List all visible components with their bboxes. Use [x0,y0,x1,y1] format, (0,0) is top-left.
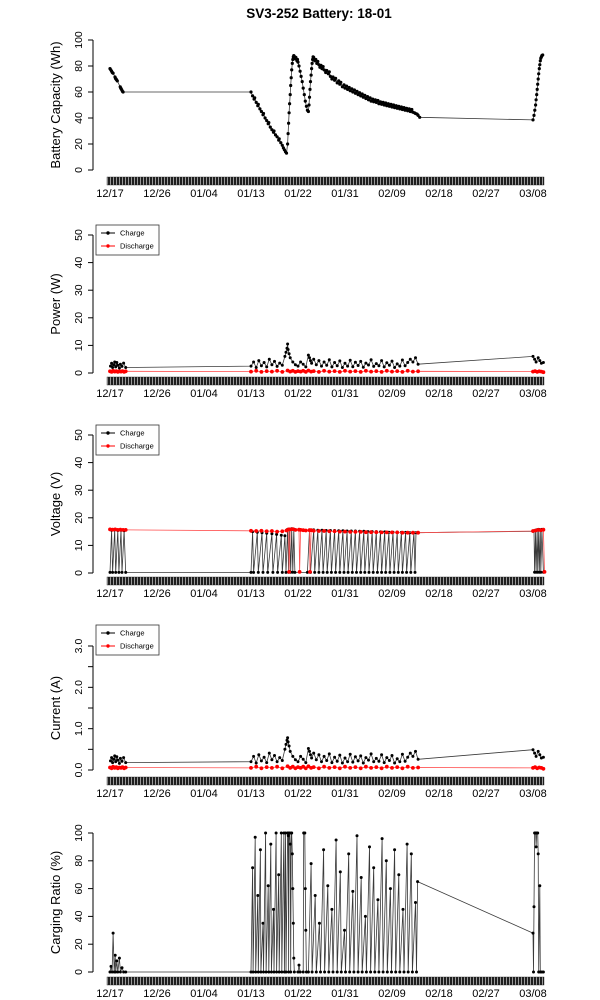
y-tick-label: 100 [72,824,85,842]
legend-label-charge: Charge [120,228,145,238]
y-tick-label: 60 [72,86,85,98]
x-tick-label: 12/26 [143,788,171,800]
x-tick-label: 01/13 [237,588,265,600]
x-axis-tick-band [107,777,544,785]
series-charge [109,736,545,765]
x-tick-label: 01/22 [284,188,312,200]
y-axis [73,639,93,778]
y-tick-label: 20 [72,938,85,951]
x-tick-labels [96,988,547,1000]
chart-title: SV3-252 Battery: 18-01 [246,6,392,21]
legend-label-charge: Charge [120,428,145,438]
x-tick-label: 03/08 [519,788,547,800]
y-tick-label: 40 [72,112,85,124]
series-discharge [108,764,545,770]
legend-label-charge: Charge [120,628,145,638]
panel-current [0,600,600,800]
x-tick-label: 12/17 [96,788,124,800]
x-tick-label: 03/08 [519,988,547,1000]
x-tick-label: 01/22 [284,788,312,800]
x-tick-label: 01/13 [237,388,265,400]
x-tick-label: 02/18 [425,788,453,800]
x-tick-label: 02/27 [472,588,500,600]
y-tick-label: 0.0 [72,762,85,778]
x-tick-label: 02/27 [472,188,500,200]
x-tick-label: 02/27 [472,988,500,1000]
y-tick-label: 0 [72,570,85,576]
y-axis [73,429,93,576]
legend [96,425,159,455]
chart-voltage-svg [0,400,600,600]
x-tick-label: 12/17 [96,588,124,600]
x-tick-labels [96,588,547,600]
y-tick-label: 30 [72,284,85,297]
x-tick-label: 01/31 [331,988,359,1000]
y-axis-title: Carging Ratio (%) [48,850,63,955]
x-tick-label: 02/09 [378,388,406,400]
x-tick-label: 02/09 [378,188,406,200]
x-axis-tick-band [107,977,544,985]
chart-current-svg [0,600,600,800]
x-tick-label: 01/22 [284,588,312,600]
y-tick-label: 3.0 [72,638,85,654]
x-tick-label: 01/04 [190,588,218,600]
x-tick-label: 01/31 [331,388,359,400]
x-tick-label: 12/26 [143,388,171,400]
x-tick-label: 02/18 [425,388,453,400]
y-tick-label: 40 [72,456,85,469]
x-tick-labels [96,788,547,800]
legend [96,225,159,255]
y-tick-label: 30 [72,484,85,497]
y-axis-title: Voltage (V) [48,471,63,537]
chart-battery-capacity-svg [0,0,600,200]
y-tick-label: 0 [72,167,85,173]
x-tick-label: 01/04 [190,188,218,200]
series-charge [109,527,545,574]
y-tick-label: 80 [72,854,85,867]
legend-label-discharge: Discharge [120,241,154,251]
x-tick-label: 02/09 [378,788,406,800]
x-tick-label: 12/17 [96,388,124,400]
series-carging-ratio [109,832,545,974]
x-tick-label: 03/08 [519,588,547,600]
x-tick-label: 02/09 [378,588,406,600]
x-tick-label: 01/13 [237,988,265,1000]
x-axis-tick-band [107,177,544,185]
series-battery-capacity [108,53,544,154]
x-tick-label: 01/04 [190,988,218,1000]
x-tick-label: 01/04 [190,388,218,400]
x-tick-label: 12/17 [96,188,124,200]
legend-label-discharge: Discharge [120,641,154,651]
x-tick-label: 03/08 [519,188,547,200]
x-tick-label: 12/26 [143,988,171,1000]
y-tick-label: 1.0 [72,721,85,736]
y-tick-label: 0 [72,370,85,376]
x-tick-label: 12/17 [96,988,124,1000]
y-axis [73,824,93,975]
x-tick-label: 01/13 [237,788,265,800]
x-tick-labels [96,388,547,400]
y-tick-label: 10 [72,339,85,352]
panel-power [0,200,600,400]
x-axis-tick-band [107,577,544,585]
x-tick-label: 03/08 [519,388,547,400]
legend-label-discharge: Discharge [120,441,154,451]
x-tick-label: 02/18 [425,188,453,200]
y-tick-label: 20 [72,311,85,324]
y-tick-label: 20 [72,511,85,524]
chart-power-svg [0,200,600,400]
y-tick-label: 40 [72,910,85,923]
x-tick-label: 01/22 [284,988,312,1000]
x-tick-label: 02/27 [472,388,500,400]
x-tick-label: 02/27 [472,788,500,800]
x-tick-label: 02/18 [425,588,453,600]
series-discharge [108,369,545,375]
x-tick-label: 01/31 [331,188,359,200]
panel-voltage [0,400,600,600]
y-tick-label: 0 [72,969,85,975]
x-tick-label: 01/31 [331,788,359,800]
y-axis-title: Battery Capacity (Wh) [48,41,63,169]
y-tick-label: 80 [72,60,85,72]
y-axis [73,229,93,376]
x-tick-labels [96,188,547,200]
x-tick-label: 12/26 [143,188,171,200]
panel-battery-capacity [0,0,600,200]
y-axis [73,31,93,173]
x-tick-label: 01/31 [331,588,359,600]
y-tick-label: 10 [72,539,85,552]
x-tick-label: 02/18 [425,988,453,1000]
x-axis-tick-band [107,377,544,385]
y-tick-label: 50 [72,429,85,441]
y-tick-label: 60 [72,882,85,895]
y-axis-title: Current (A) [48,675,63,741]
x-tick-label: 12/26 [143,588,171,600]
x-tick-label: 02/09 [378,988,406,1000]
y-axis-title: Power (W) [48,273,63,335]
x-tick-label: 01/22 [284,388,312,400]
x-tick-label: 01/04 [190,788,218,800]
y-tick-label: 40 [72,256,85,269]
y-tick-label: 2.0 [72,680,85,695]
series-charge [109,343,545,370]
y-tick-label: 50 [72,229,85,241]
y-tick-label: 20 [72,138,85,150]
panel-carging-ratio [0,800,600,1000]
y-tick-label: 100 [72,31,85,49]
x-tick-label: 01/13 [237,188,265,200]
legend [96,625,159,655]
chart-carging-ratio-svg [0,800,600,1000]
